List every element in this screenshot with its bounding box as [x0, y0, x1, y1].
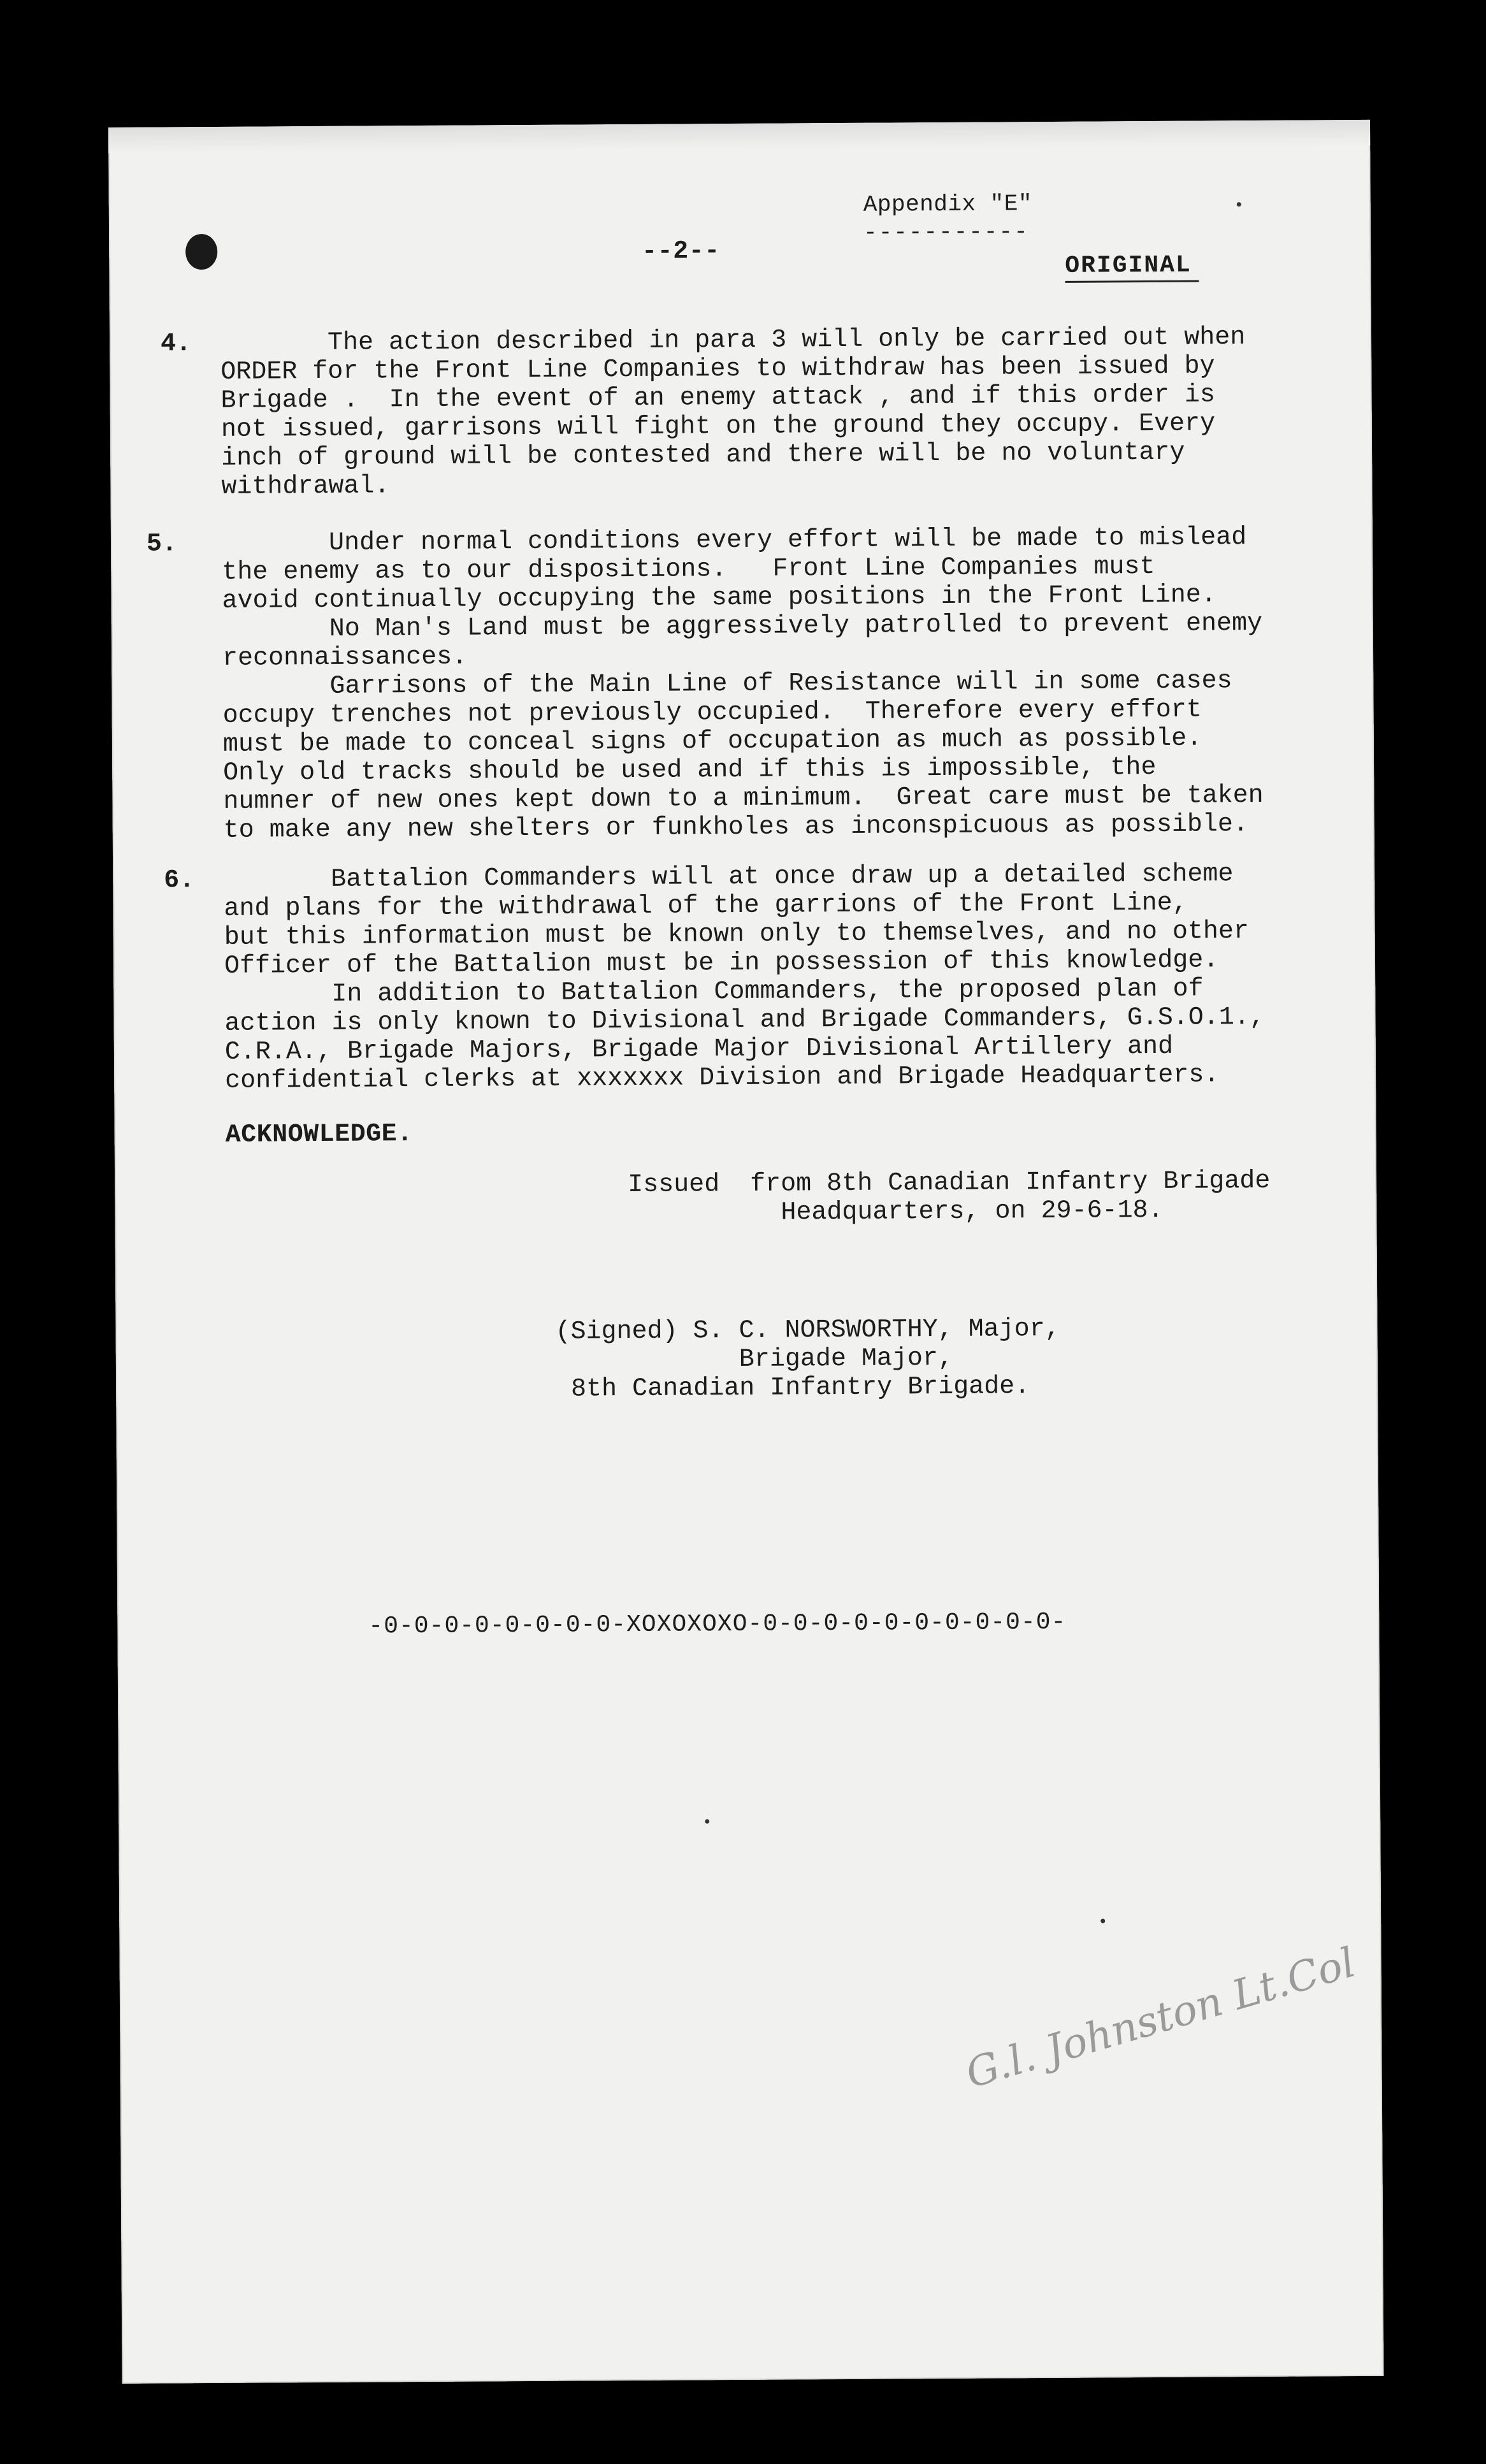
paragraph-line: In addition to Battalion Commanders, the proposed plan of: [224, 975, 1204, 1010]
original-stamp-underline: [1065, 280, 1199, 283]
signature-block: [555, 1315, 1060, 1404]
paragraph-line: the enemy as to our dispositions. Front Line Companies must: [222, 552, 1155, 587]
paragraph-number-6: 6.: [164, 866, 195, 895]
paragraph-line: C.R.A., Brigade Majors, Brigade Major Divisional Artillery and: [224, 1032, 1174, 1067]
paragraph-line: Brigade . In the event of an enemy attack , and if this order is: [220, 380, 1216, 416]
issued-line: Issued from 8th Canadian Infantry Brigade: [628, 1166, 1271, 1200]
signed-line: 8th Canadian Infantry Brigade.: [555, 1372, 1030, 1404]
paragraph-line: not issued, garrisons will fight on the ground they occupy. Every: [220, 409, 1216, 444]
punch-hole: [185, 234, 217, 270]
paragraph-line: Under normal conditions every effort will be made to mislead: [221, 523, 1247, 558]
paragraph-line: action is only known to Divisional and Brigade Commanders, G.S.O.1.,: [224, 1003, 1265, 1038]
paragraph-5: [222, 523, 1371, 845]
paragraph-line: inch of ground will be contested and there will be no voluntary: [221, 438, 1185, 473]
document-page: [108, 120, 1384, 2384]
paragraph-line: and plans for the withdrawal of the garrions of the Front Line,: [224, 888, 1188, 924]
issued-block: [628, 1167, 1271, 1228]
paragraph-line: withdrawal.: [221, 472, 390, 502]
issued-line: Headquarters, on 29-6-18.: [628, 1196, 1164, 1229]
paragraph-line: must be made to conceal signs of occupation as much as possible.: [222, 724, 1202, 759]
paragraph-number-5: 5.: [146, 530, 178, 559]
paragraph-line: ORDER for the Front Line Companies to withdraw has been issued by: [220, 352, 1215, 387]
paragraph-line: reconnaissances.: [222, 642, 468, 673]
acknowledge-line: ACKNOWLEDGE.: [225, 1120, 413, 1150]
separator-line: -0-0-0-0-0-0-0-0-XOXOXOXO-0-0-0-0-0-0-0-0-0-0-: [368, 1608, 1067, 1641]
signed-line: Brigade Major,: [555, 1344, 954, 1375]
paragraph-line: Only old tracks should be used and if this is impossible, the: [223, 753, 1157, 788]
paragraph-line: Battalion Commanders will at once draw up a detailed scheme: [224, 860, 1234, 895]
paragraph-line: Officer of the Battalion must be in possession of this knowledge.: [224, 946, 1219, 981]
appendix-underline: -----------: [863, 219, 1029, 246]
paragraph-line: Garrisons of the Main Line of Resistance will in some cases: [222, 667, 1232, 702]
signed-line: (Signed) S. C. NORSWORTHY, Major,: [555, 1314, 1060, 1347]
ink-speck: [1237, 202, 1241, 207]
paragraph-line: but this information must be known only to themselves, and no other: [224, 917, 1250, 952]
paragraph-line: to make any new shelters or funkholes as inconspicuous as possible.: [223, 810, 1249, 845]
paragraph-line: No Man's Land must be aggressively patrolled to prevent enemy: [222, 609, 1263, 644]
paragraph-line: avoid continually occupying the same positions in the Front Line.: [222, 581, 1216, 616]
paragraph-6: [224, 859, 1372, 1096]
paragraph-line: numner of new ones kept down to a minimum. Great care must be taken: [223, 781, 1264, 816]
paragraph-4: [220, 322, 1369, 502]
original-stamp: ORIGINAL: [1065, 251, 1192, 280]
paragraph-line: occupy trenches not previously occupied. Therefore every effort: [222, 695, 1202, 730]
ink-speck: [705, 1819, 709, 1823]
appendix-label: Appendix "E": [863, 191, 1033, 218]
paragraph-line: confidential clerks at xxxxxxx Division and Brigade Headquarters.: [225, 1061, 1220, 1096]
handwritten-signature-text: G.l. Johnston Lt.Col: [960, 1939, 1361, 2098]
ink-speck: [1100, 1918, 1105, 1923]
handwritten-signature: [960, 1939, 1361, 2187]
page-number: --2--: [642, 237, 720, 266]
paragraph-line: The action described in para 3 will only be carried out when: [220, 323, 1246, 358]
paragraph-number-4: 4.: [160, 330, 192, 359]
